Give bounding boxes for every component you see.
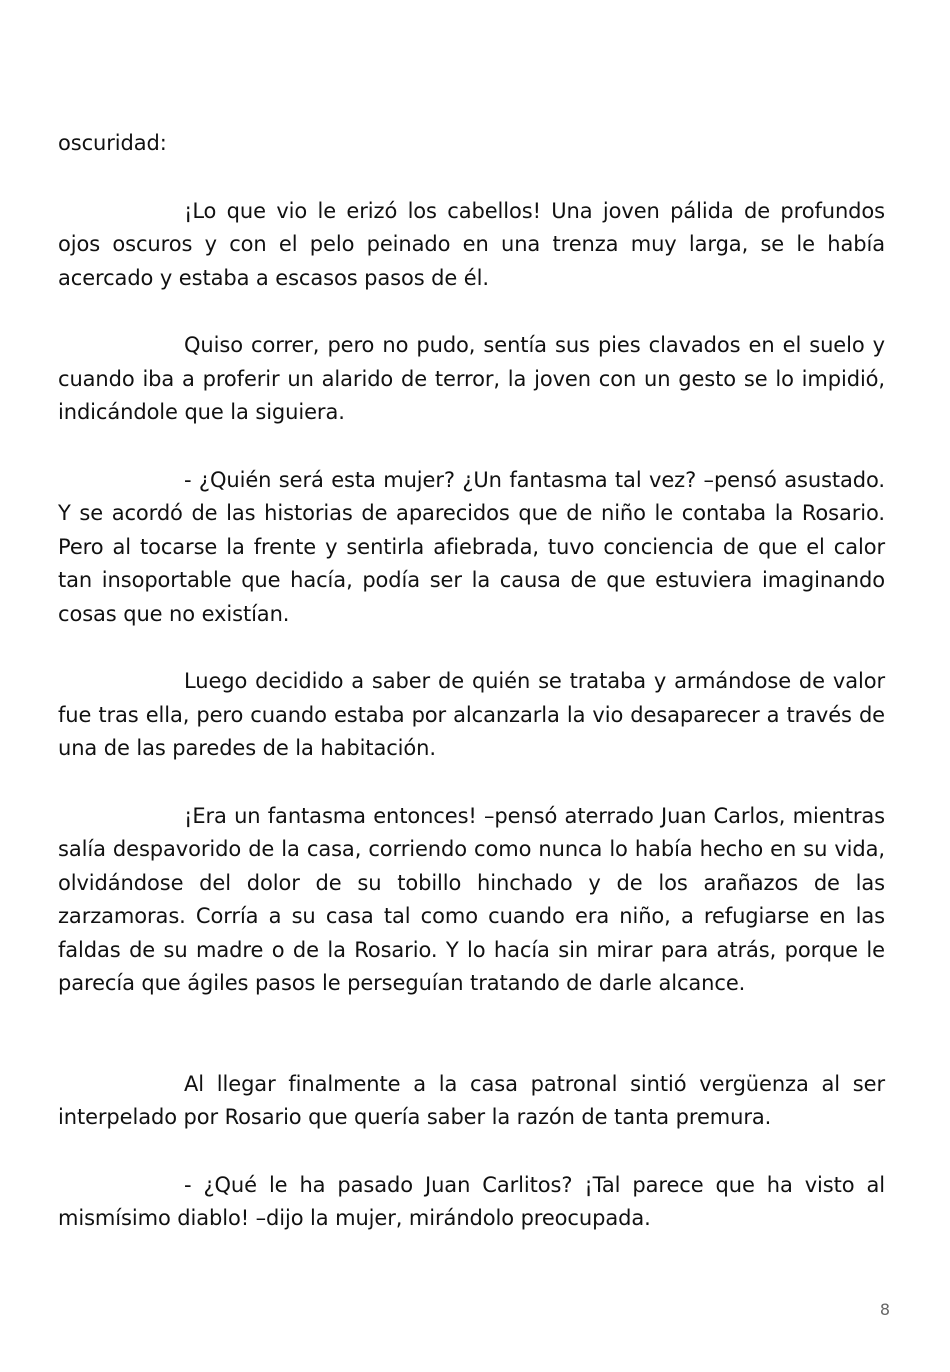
text-body — [58, 127, 885, 1270]
paragraph-6: ¡Era un fantasma entonces! –pensó aterrado Juan Carlos, mientras salía despavorido de la casa, corriendo como nunca lo había hecho en su vida, olvidándose del dolor de su tobillo hinchado y de los arañazos de las zarzamoras. Corría a su casa tal como cuando era niño, a refugiarse en las faldas de su madre o de la Rosario. Y lo hacía sin mirar para atrás, porque le parecía que ágiles pasos le perseguían tratando de darle alcance. — [58, 803, 885, 995]
paragraph-1: oscuridad: — [58, 131, 167, 155]
paragraph-2: ¡Lo que vio le erizó los cabellos! Una joven pálida de profundos ojos oscuros y con el pelo peinado en una trenza muy larga, se le había acercado y estaba a escasos pasos de él. — [58, 198, 885, 290]
page-number: 8 — [879, 1300, 890, 1319]
paragraph-8: - ¿Qué le ha pasado Juan Carlitos? ¡Tal parece que ha visto al mismísimo diablo! –dijo la mujer, mirándolo preocupada. — [58, 1172, 885, 1230]
paragraph-7: Al llegar finalmente a la casa patronal sintió vergüenza al ser interpelado por Rosario que quería saber la razón de tanta premura. — [58, 1071, 885, 1129]
paragraph-5: Luego decidido a saber de quién se trataba y armándose de valor fue tras ella, pero cuando estaba por alcanzarla la vio desaparecer a través de una de las paredes de la habitación. — [58, 669, 885, 760]
paragraph-3: Quiso correr, pero no pudo, sentía sus pies clavados en el suelo y cuando iba a proferir un alarido de terror, la joven con un gesto se lo impidió, indicándole que la siguiera. — [58, 333, 885, 424]
paragraph-4: - ¿Quién será esta mujer? ¿Un fantasma tal vez? –pensó asustado. Y se acordó de las historias de aparecidos que de niño le contaba la Rosario. Pero al tocarse la frente y sentirla afiebrada, tuvo conciencia de que el calor tan insoportable que hacía, podía ser la causa de que estuviera imaginando cosas que no existían. — [58, 467, 885, 626]
